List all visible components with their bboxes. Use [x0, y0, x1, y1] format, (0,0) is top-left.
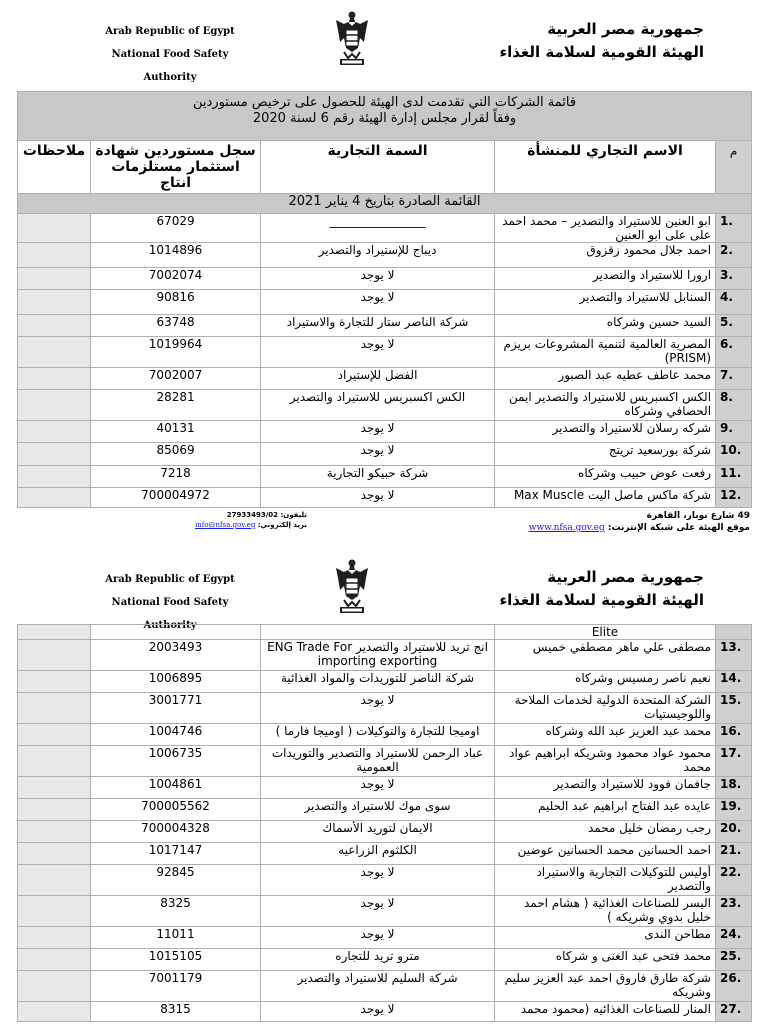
table-title: [18, 92, 752, 141]
egypt-eagle-emblem-icon: [334, 556, 370, 616]
row-number: 27.: [716, 1002, 752, 1022]
table-row: [18, 971, 752, 1002]
trade-name-cell: لا يوجد: [261, 927, 495, 949]
footer-website-line: [529, 522, 750, 534]
trade-name-cell: لا يوجد: [261, 268, 495, 290]
notes-cell: [18, 865, 91, 896]
trade-name-cell: مترو تريد للتجاره: [261, 949, 495, 971]
row-number: 26.: [716, 971, 752, 1002]
table-title-line-1: قائمة الشركات التي تقدمت لدى الهيئة للحصول على ترخيص مستوردين: [192, 95, 577, 110]
trade-name-cell: شركة الناصر للتوريدات والمواد الغذائية: [261, 671, 495, 693]
table-row: [18, 896, 752, 927]
row-number: 14.: [716, 671, 752, 693]
row-number: 7.: [716, 368, 752, 390]
company-name-cell: نعيم ناصر رمسيس وشركاه: [495, 671, 716, 693]
table-row: [18, 724, 752, 746]
trade-name-cell: عباد الرحمن للاستيراد والتصدير والتوريدات العمومية: [261, 746, 495, 777]
notes-cell: [18, 390, 91, 421]
row-number: 23.: [716, 896, 752, 927]
company-name-cell: السنابل للاستيراد والتصدير: [495, 290, 716, 315]
section-row: [18, 194, 752, 214]
trade-name-cell: لا يوجد: [261, 290, 495, 315]
notes-cell: [18, 315, 91, 337]
authority-name-en: National Food Safety Authority: [111, 597, 229, 631]
table-row: [18, 693, 752, 724]
authority-name-ar: الهيئة القومية لسلامة الغذاء: [499, 43, 704, 61]
company-name-cell: المنار للصناعات الغذائيه (محمود محمد: [495, 1002, 716, 1022]
importers-table-page-1: [17, 91, 752, 508]
row-number: 10.: [716, 443, 752, 466]
company-name-cell: رجب رمضان خليل محمد: [495, 821, 716, 843]
footer-phone-label: تليفون:: [280, 511, 307, 519]
register-number-cell: 3001771: [91, 693, 261, 724]
register-number-cell: 92845: [91, 865, 261, 896]
trade-name-cell: شركة السليم للاستيراد والتصدير: [261, 971, 495, 1002]
row-number: 12.: [716, 488, 752, 508]
table-row: [18, 268, 752, 290]
table-row: [18, 488, 752, 508]
register-number-cell: 8325: [91, 896, 261, 927]
register-number-cell: 67029: [91, 214, 261, 243]
table-row: [18, 799, 752, 821]
trade-name-cell: لا يوجد: [261, 1002, 495, 1022]
company-name-cell: عايده عبد الفتاح ابراهيم عبد الحليم: [495, 799, 716, 821]
letterhead-arabic: [499, 18, 704, 64]
notes-cell: [18, 268, 91, 290]
register-number-cell: 1017147: [91, 843, 261, 865]
footer-phone: 27933493/02: [226, 511, 279, 519]
row-number: 25.: [716, 949, 752, 971]
country-name-ar: جمهورية مصر العربية: [547, 20, 704, 38]
row-number: 20.: [716, 821, 752, 843]
register-number-cell: 1014896: [91, 243, 261, 268]
register-number-cell: 7002074: [91, 268, 261, 290]
register-number-cell: 11011: [91, 927, 261, 949]
notes-cell: [18, 1002, 91, 1022]
row-number: 21.: [716, 843, 752, 865]
register-number-cell: 1006895: [91, 671, 261, 693]
trade-name-cell: انج تريد للاستيراد والتصدير ENG Trade For importing exporting: [261, 640, 495, 671]
section-title: القائمة الصادرة بتاريخ 4 يناير 2021: [18, 194, 752, 214]
table-row: [18, 821, 752, 843]
trade-name-cell: لا يوجد: [261, 693, 495, 724]
company-name-cell: احمد الحسانين محمد الحسانين عوضين: [495, 843, 716, 865]
authority-name-ar: الهيئة القومية لسلامة الغذاء: [499, 591, 704, 609]
trade-name-cell: لا يوجد: [261, 488, 495, 508]
notes-cell: [18, 443, 91, 466]
col-header-number: م: [716, 141, 752, 194]
notes-cell: [18, 671, 91, 693]
table-row: [18, 315, 752, 337]
notes-cell: [18, 290, 91, 315]
table-row: [18, 843, 752, 865]
footer-address-block: [529, 510, 750, 534]
company-name-cell: رفعت عوض حبيب وشركاه: [495, 466, 716, 488]
register-number-cell: 700004328: [91, 821, 261, 843]
table-body-page-1: [18, 214, 752, 508]
notes-cell: [18, 896, 91, 927]
footer-contact-block: [192, 510, 307, 530]
table-row: [18, 243, 752, 268]
trade-name-cell: لا يوجد: [261, 777, 495, 799]
row-number: 6.: [716, 337, 752, 368]
notes-cell: [18, 640, 91, 671]
trade-name-cell: شركة الناصر ستار للتجارة والاستيراد: [261, 315, 495, 337]
company-name-cell: الشركة المتحدة الدولية لخدمات الملاحة واللوجيستيات: [495, 693, 716, 724]
table-row: [18, 214, 752, 243]
table-body-page-2: [18, 640, 752, 1022]
footer-phone-line: [192, 510, 307, 520]
row-number: 2.: [716, 243, 752, 268]
company-name-cell: شركة طارق فاروق احمد عبد العزيز سليم وشريكه: [495, 971, 716, 1002]
letterhead: [0, 548, 768, 631]
company-name-cell: مطاحن الندى: [495, 927, 716, 949]
table-row: [18, 443, 752, 466]
register-number-cell: 63748: [91, 315, 261, 337]
footer-address: 49 شارع نوبار، القاهرة: [646, 511, 750, 521]
row-number: 8.: [716, 390, 752, 421]
register-number-cell: 700005562: [91, 799, 261, 821]
notes-cell: [18, 693, 91, 724]
row-number: 24.: [716, 927, 752, 949]
trade-name-cell: شركة حبيكو التجارية: [261, 466, 495, 488]
table-row: [18, 466, 752, 488]
col-header-notes: ملاحظات: [18, 141, 91, 194]
register-number-cell: 40131: [91, 421, 261, 443]
register-number-cell: 1015105: [91, 949, 261, 971]
register-number-cell: 28281: [91, 390, 261, 421]
letterhead-english: [92, 20, 248, 89]
company-name-cell: محمد عبد العزيز عبد الله وشركاه: [495, 724, 716, 746]
row-number: 17.: [716, 746, 752, 777]
row-number: 18.: [716, 777, 752, 799]
notes-cell: [18, 488, 91, 508]
notes-cell: [18, 368, 91, 390]
table-row: [18, 777, 752, 799]
footer-website-label: موقع الهيئة على شبكة الإنترنت:: [607, 523, 750, 533]
col-header-trade: السمة التجارية: [261, 141, 495, 194]
company-name-cell: شركه رسلان للاستيراد والتصدير: [495, 421, 716, 443]
company-name-cell: اليسر للصناعات الغذائية ( هشام احمد خليل بدوي وشريكه ): [495, 896, 716, 927]
register-number-cell: 90816: [91, 290, 261, 315]
trade-name-cell: لا يوجد: [261, 896, 495, 927]
notes-cell: [18, 927, 91, 949]
document-page-2: [0, 548, 768, 1024]
row-number: 9.: [716, 421, 752, 443]
register-number-cell: 700004972: [91, 488, 261, 508]
register-number-cell: 8315: [91, 1002, 261, 1022]
trade-name-cell: لا يوجد: [261, 865, 495, 896]
row-number: 22.: [716, 865, 752, 896]
company-name-cell: مصطفى علي ماهر مصطفي خميس: [495, 640, 716, 671]
table-row: [18, 368, 752, 390]
carryover-name: Elite: [495, 625, 716, 640]
row-number: 4.: [716, 290, 752, 315]
notes-cell: [18, 466, 91, 488]
col-header-reg: سجل مستوردين شهادة استثمار مستلزمات انتاج: [91, 141, 261, 194]
table-row: [18, 337, 752, 368]
importers-table-page-2: [17, 624, 752, 1022]
register-number-cell: 2003493: [91, 640, 261, 671]
trade-name-cell: لا يوجد: [261, 443, 495, 466]
company-name-cell: ابو العنين للاستيراد والتصدير – محمد احمد على على ابو العنين: [495, 214, 716, 243]
col-header-name: الاسم التجاري للمنشأة: [495, 141, 716, 194]
trade-name-cell: لا يوجد: [261, 337, 495, 368]
notes-cell: [18, 777, 91, 799]
register-number-cell: 1019964: [91, 337, 261, 368]
table-row: [18, 290, 752, 315]
trade-name-cell: الايمان لتوريد الأسماك: [261, 821, 495, 843]
company-name-cell: محمد عاطف عطيه عبد الصبور: [495, 368, 716, 390]
egypt-eagle-emblem-icon: [334, 8, 370, 68]
table-row: [18, 746, 752, 777]
register-number-cell: 7002007: [91, 368, 261, 390]
notes-cell: [18, 843, 91, 865]
row-number: 3.: [716, 268, 752, 290]
footer-website-link[interactable]: www.nfsa.gov.eg: [528, 523, 605, 533]
register-number-cell: 7001179: [91, 971, 261, 1002]
row-number: 16.: [716, 724, 752, 746]
notes-cell: [18, 949, 91, 971]
table-row-carryover: [18, 625, 752, 640]
row-number: 15.: [716, 693, 752, 724]
company-name-cell: شركة ماكس ماصل اليت Max Muscle: [495, 488, 716, 508]
table-row: [18, 865, 752, 896]
footer-email-line: [192, 520, 307, 530]
table-title-line-2: وفقاً لقرار مجلس إدارة الهيئة رقم 6 لسنة 2020: [252, 111, 517, 126]
notes-cell: [18, 799, 91, 821]
trade-name-cell: الكلثوم الزراعيه: [261, 843, 495, 865]
company-name-cell: شركة بورسعيد تريتج: [495, 443, 716, 466]
country-name-en: Arab Republic of Egypt: [105, 26, 235, 37]
table-row: [18, 640, 752, 671]
country-name-en: Arab Republic of Egypt: [105, 574, 235, 585]
register-number-cell: 1004746: [91, 724, 261, 746]
company-name-cell: احمد جلال محمود زقزوق: [495, 243, 716, 268]
table-row: [18, 949, 752, 971]
notes-cell: [18, 337, 91, 368]
table-row: [18, 1002, 752, 1022]
footer-email-link[interactable]: info@nfsa.gov.eg: [194, 521, 256, 529]
trade-name-cell: ديباج للإستيراد والتصدير: [261, 243, 495, 268]
company-name-cell: أوليس للتوكيلات التجارية والاستيراد والتصدير: [495, 865, 716, 896]
table-row: [18, 927, 752, 949]
notes-cell: [18, 971, 91, 1002]
trade-name-cell: سوى موك للاستيراد والتصدير: [261, 799, 495, 821]
row-number: 5.: [716, 315, 752, 337]
letterhead-arabic: [499, 566, 704, 612]
trade-name-cell: الفضل للإستيراد: [261, 368, 495, 390]
row-number: 1.: [716, 214, 752, 243]
notes-cell: [18, 821, 91, 843]
notes-cell: [18, 746, 91, 777]
notes-cell: [18, 421, 91, 443]
register-number-cell: 7218: [91, 466, 261, 488]
company-name-cell: محمد فتحى عبد الغنى و شركاه: [495, 949, 716, 971]
trade-name-cell: اوميجا للتجارة والتوكيلات ( اوميجا فارما ): [261, 724, 495, 746]
letterhead: [0, 0, 768, 83]
company-name-cell: جافمان فوود للاستيراد والتصدير: [495, 777, 716, 799]
company-name-cell: ارورا للاستيراد والتصدير: [495, 268, 716, 290]
table-row: [18, 671, 752, 693]
trade-name-cell: الكس اكسبريس للاستيراد والتصدير: [261, 390, 495, 421]
footer-email-label: بريد إلكتروني:: [257, 521, 307, 529]
authority-name-en: National Food Safety Authority: [111, 49, 229, 83]
company-name-cell: محمود عواد محمود وشريكه ابراهيم عواد محمد: [495, 746, 716, 777]
notes-cell: [18, 724, 91, 746]
table-row: [18, 390, 752, 421]
notes-cell: [18, 243, 91, 268]
trade-name-cell: لا يوجد: [261, 421, 495, 443]
register-number-cell: 85069: [91, 443, 261, 466]
table-title-row: [18, 92, 752, 141]
company-name-cell: المصرية العالمية لتنمية المشروعات بريزم (PRISM): [495, 337, 716, 368]
company-name-cell: السيد حسين وشركاه: [495, 315, 716, 337]
country-name-ar: جمهورية مصر العربية: [547, 568, 704, 586]
trade-name-cell: ________________: [261, 214, 495, 243]
row-number: 19.: [716, 799, 752, 821]
register-number-cell: 1004861: [91, 777, 261, 799]
table-row: [18, 421, 752, 443]
row-number: 11.: [716, 466, 752, 488]
register-number-cell: 1006735: [91, 746, 261, 777]
notes-cell: [18, 214, 91, 243]
column-header-row: [18, 141, 752, 194]
row-number: 13.: [716, 640, 752, 671]
company-name-cell: الكس اكسبريس للاستيراد والتصدير ايمن الحصافي وشركاه: [495, 390, 716, 421]
